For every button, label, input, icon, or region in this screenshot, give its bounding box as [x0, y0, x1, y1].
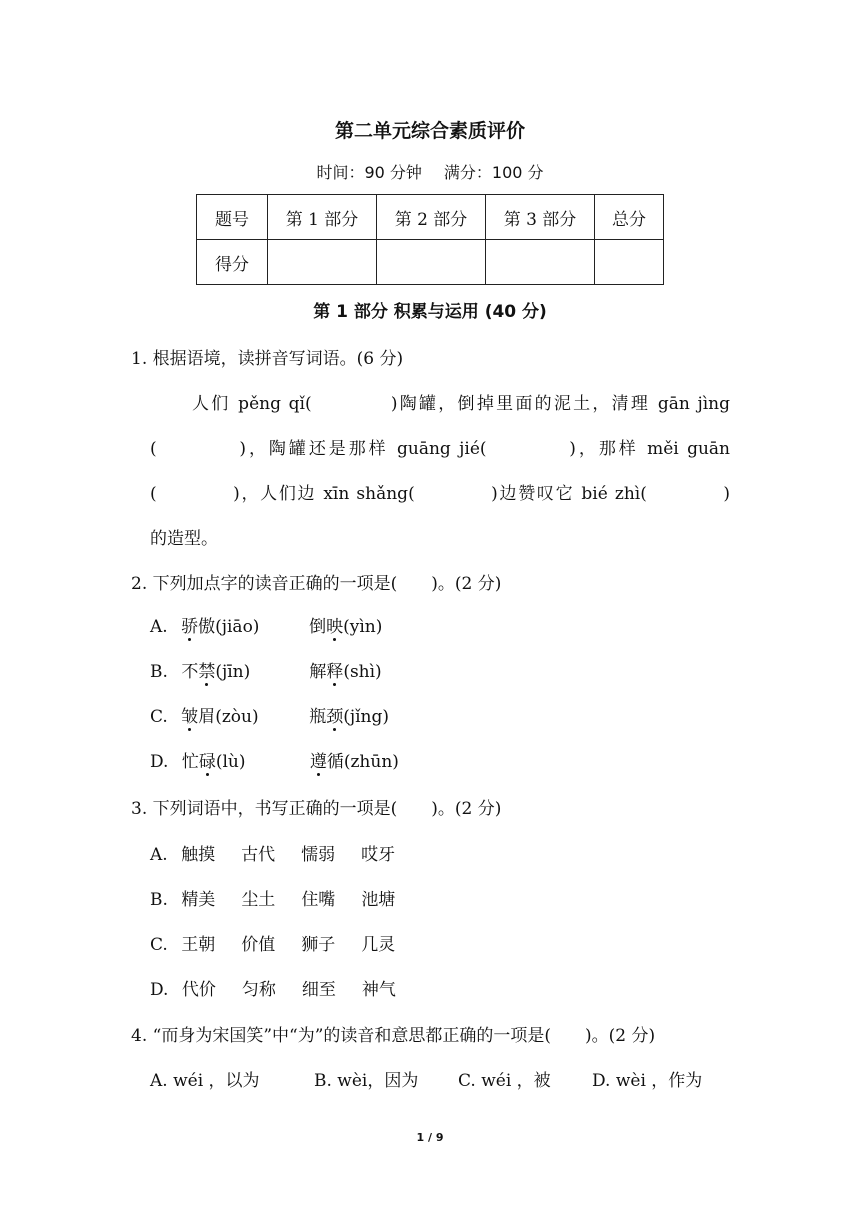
time-info [0, 160, 860, 183]
option-word-2: 瓶颈(jǐng) [309, 702, 389, 727]
full-score: 满分：100 分 [443, 163, 544, 182]
option-word: 池塘 [361, 890, 396, 910]
q2-option-a[interactable] [150, 612, 382, 637]
q4-option-c[interactable]: C. wéi ，被 [458, 1071, 551, 1091]
option-letter: A. [150, 617, 168, 637]
q4-stem: 4. “而身为宋国笑”中“为”的读音和意思都正确的一项是( )。(2 分) [131, 1026, 656, 1046]
option-letter: D. [150, 752, 169, 772]
q3-stem: 3. 下列词语中，书写正确的一项是( )。(2 分) [131, 799, 502, 819]
q2-option-d[interactable] [150, 747, 399, 772]
time-limit: 时间：90 分钟 [316, 163, 422, 182]
score-cell-part2[interactable] [377, 240, 486, 285]
q2-option-b[interactable] [150, 657, 382, 682]
dotted-char: 皱 [181, 702, 198, 727]
option-word: 精美 [181, 890, 216, 910]
q1-line-2: ( )，陶罐还是那样 guāng jié( )，那样 měi guān [150, 439, 730, 459]
option-word-2: 解释(shì) [309, 657, 381, 682]
header-cell-part3: 第 3 部分 [486, 195, 595, 240]
q4-option-a[interactable]: A. wéi ，以为 [150, 1071, 260, 1091]
q4-option-d[interactable]: D. wèi ，作为 [592, 1071, 703, 1091]
q4-option-b[interactable]: B. wèi，因为 [314, 1071, 419, 1091]
dotted-char: 颈 [326, 702, 343, 727]
option-word: 神气 [361, 980, 396, 1000]
score-table [196, 194, 664, 285]
option-letter: C. [150, 707, 168, 727]
row-label-score: 得分 [197, 240, 268, 285]
option-word-1: 忙碌(lù) [182, 747, 310, 772]
q4-options [150, 1066, 702, 1091]
dotted-char: 释 [326, 657, 343, 682]
option-word: 王朝 [181, 935, 216, 955]
header-cell-total: 总分 [595, 195, 664, 240]
option-word: 细至 [301, 980, 336, 1000]
dotted-char: 禁 [198, 657, 215, 682]
header-cell-part2: 第 2 部分 [377, 195, 486, 240]
option-word: 懦弱 [301, 845, 336, 865]
dotted-char: 遵 [310, 747, 327, 772]
score-cell-total[interactable] [595, 240, 664, 285]
q1-stem: 1. 根据语境，读拼音写词语。(6 分) [131, 349, 404, 369]
option-word-1: 皱眉(zòu) [181, 702, 309, 727]
dotted-char: 骄 [181, 612, 198, 637]
option-word: 价值 [241, 935, 276, 955]
q3-option-a[interactable] [150, 840, 395, 865]
q3-option-d[interactable] [150, 975, 396, 1000]
header-cell-part1: 第 1 部分 [268, 195, 377, 240]
option-word-1: 不禁(jīn) [181, 657, 309, 682]
score-cell-part3[interactable] [486, 240, 595, 285]
q2-stem: 2. 下列加点字的读音正确的一项是( )。(2 分) [131, 574, 502, 594]
option-word: 几灵 [361, 935, 396, 955]
score-table-header-row [197, 195, 664, 240]
score-cell-part1[interactable] [268, 240, 377, 285]
q3-option-c[interactable] [150, 930, 395, 955]
q1-line-3: ( )，人们边 xīn shǎng( )边赞叹它 bié zhì( ) [150, 484, 730, 504]
page-number: 1 / 9 [416, 1131, 444, 1144]
option-word: 触摸 [181, 845, 216, 865]
option-letter: B. [150, 662, 168, 682]
option-word-2: 倒映(yìn) [309, 612, 382, 637]
option-word-2: 遵循(zhūn) [310, 747, 399, 772]
option-letter: B. [150, 890, 168, 910]
q1-line-1: 人们 pěng qǐ( )陶罐，倒掉里面的泥土，清理 gān jìng [192, 394, 730, 414]
dotted-char: 映 [326, 612, 343, 637]
option-word: 匀称 [241, 980, 276, 1000]
section-1-title: 第 1 部分 积累与运用 (40 分) [313, 302, 547, 322]
option-word: 狮子 [301, 935, 336, 955]
dotted-char: 碌 [199, 747, 216, 772]
option-word: 古代 [241, 845, 276, 865]
option-letter: A. [150, 845, 168, 865]
page-title: 第二单元综合素质评价 [334, 120, 525, 142]
option-letter: D. [150, 980, 169, 1000]
q1-line-4: 的造型。 [150, 529, 218, 549]
q2-option-c[interactable] [150, 702, 389, 727]
option-word: 住嘴 [301, 890, 336, 910]
option-word: 代价 [181, 980, 216, 1000]
q3-option-b[interactable] [150, 885, 395, 910]
option-letter: C. [150, 935, 168, 955]
option-word: 尘土 [241, 890, 276, 910]
header-cell-question-no: 题号 [197, 195, 268, 240]
option-word-1: 骄傲(jiāo) [181, 612, 309, 637]
score-table-score-row [197, 240, 664, 285]
option-word: 哎牙 [361, 845, 396, 865]
